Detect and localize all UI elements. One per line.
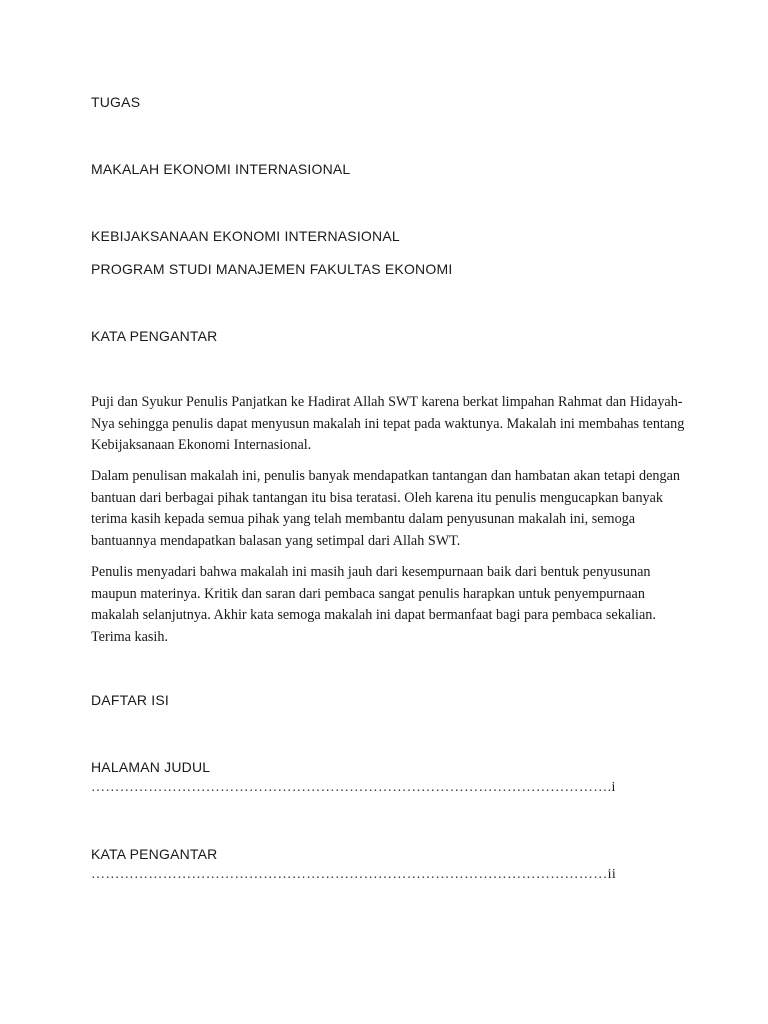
toc-page-number: ii: [607, 867, 617, 882]
document-topic: KEBIJAKSANAAN EKONOMI INTERNASIONAL: [91, 228, 400, 244]
toc-leader-dots: ………………………………………………………………………………………………: [91, 867, 608, 882]
preface-paragraph-2: Dalam penulisan makalah ini, penulis banyak mendapatkan tantangan dan hambatan akan tetapi dengan bantuan dari berbagai pihak tantangan itu bisa teratasi. Oleh karena itu penulis mengucapkan banyak terima kasih kepada semua pihak yang telah membantu dalam penyusunan makalah ini, semoga bantuannya mendapatkan balasan yang setimpal dari Allah SWT.: [91, 468, 680, 549]
preface-paragraph-3: Penulis menyadari bahwa makalah ini masih jauh dari kesempurnaan baik dari bentuk penyusunan maupun materinya. Kritik dan saran dari pembaca sangat penulis harapkan untuk penyempurnaan makalah selanjutnya. Akhir kata semoga makalah ini dapat bermanfaat bagi para pembaca sekalian. Terima kasih.: [91, 564, 656, 645]
study-program: PROGRAM STUDI MANAJEMEN FAKULTAS EKONOMI: [91, 261, 453, 277]
preface-heading: KATA PENGANTAR: [91, 328, 218, 344]
toc-heading: DAFTAR ISI: [91, 692, 169, 708]
toc-page-number: i: [611, 780, 616, 795]
toc-leader-dots: ……………………………………………………………………………………………….: [91, 780, 612, 795]
toc-entry-leader: [91, 867, 616, 883]
toc-entry-label: HALAMAN JUDUL: [91, 759, 211, 775]
preface-paragraph-1: Puji dan Syukur Penulis Panjatkan ke Hadirat Allah SWT karena berkat limpahan Rahmat dan Hidayah-Nya sehingga penulis dapat menyusun makalah ini tepat pada waktunya. Makalah ini membahas tentang Kebijaksanaan Ekonomi Internasional.: [91, 394, 685, 453]
toc-entry-label: KATA PENGANTAR: [91, 846, 218, 862]
document-title: TUGAS: [91, 94, 141, 110]
document-subtitle: MAKALAH EKONOMI INTERNASIONAL: [91, 161, 351, 177]
toc-entry-leader: [91, 780, 616, 796]
